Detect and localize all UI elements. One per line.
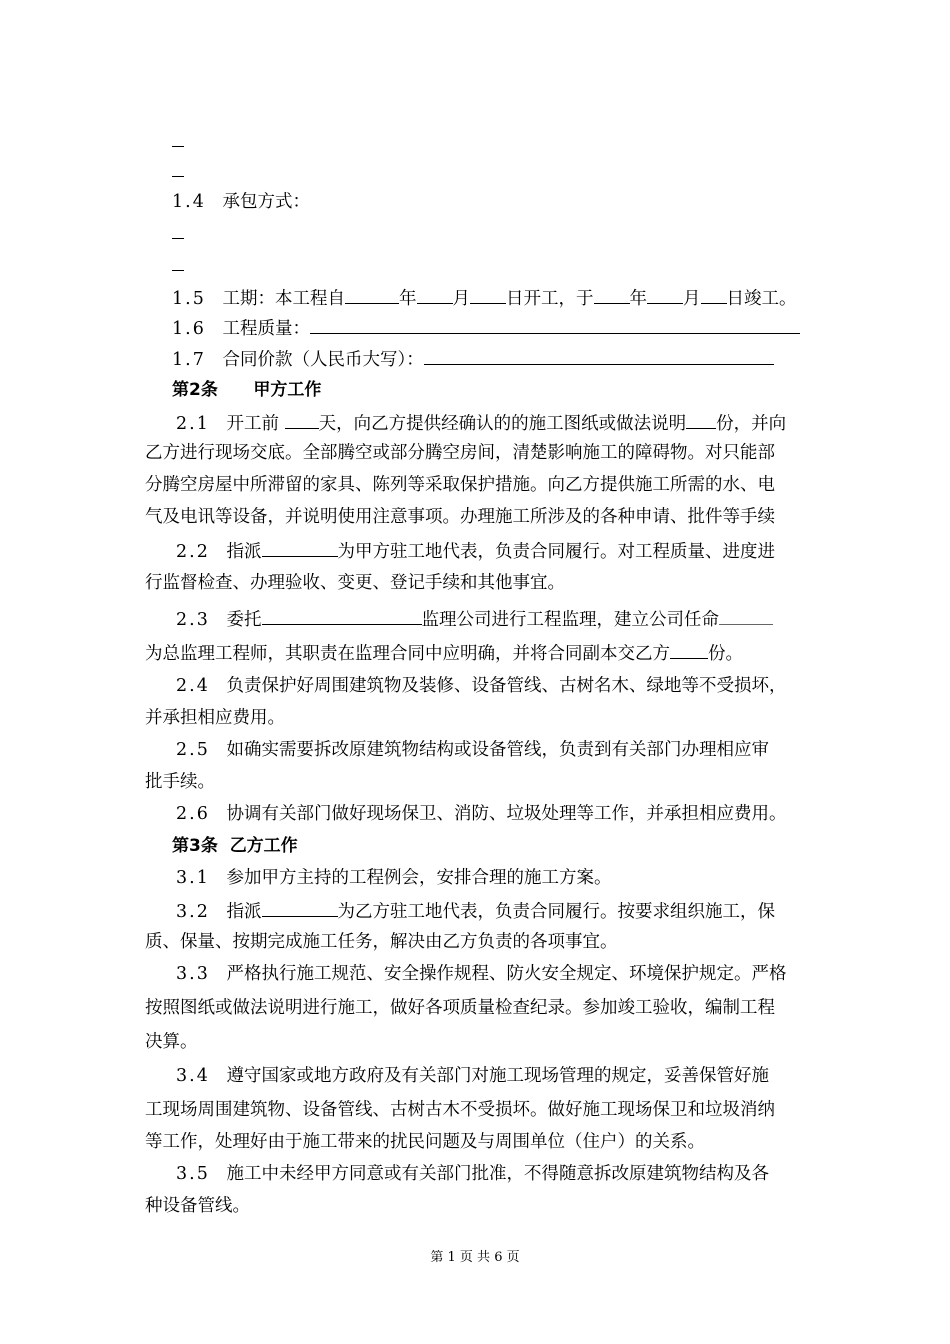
clause-1-4 [172,190,310,214]
article-number: 第3条 [172,836,218,856]
clause-text-line: 分腾空房屋中所滞留的家具、陈列等采取保护措施。向乙方提供施工所需的水、电 [145,475,775,495]
article-number: 第2条 [172,380,218,400]
representative-blank[interactable] [262,538,338,557]
clause-text: 协调有关部门做好现场保卫、消防、垃圾处理等工作，并承担相应费用。 [226,804,787,824]
clause-2-3-line2 [145,640,743,666]
clause-text-line: 按照图纸或做法说明进行施工，做好各项质量检查纪录。参加竣工验收，编制工程 [145,998,775,1018]
representative-blank[interactable] [262,898,338,917]
start-month-blank[interactable] [417,285,453,304]
clause-text-line: 批手续。 [145,772,215,792]
clause-text: 份。 [708,644,743,664]
clause-3-5 [176,1162,769,1186]
clause-text: 指派 [226,902,262,922]
start-year-blank[interactable] [345,285,399,304]
clause-number: 3.1 [176,868,210,888]
clause-text: 工期：本工程自 [222,289,346,309]
clause-number: 1.6 [172,319,206,339]
clause-text-line: 质、保量、按期完成施工任务，解决由乙方负责的各项事宜。 [145,932,618,952]
clause-text: 合同价款（人民币大写）： [222,350,424,370]
page-footer: 第 1 页 共 6 页 [430,1250,520,1265]
article-title: 甲方工作 [253,380,322,400]
clause-2-2 [176,538,775,564]
clause-text: 为甲方驻工地代表，负责合同履行。对工程质量、进度进 [337,542,776,562]
clause-text-line: 工现场周围建筑物、设备管线、古树古木不受损坏。做好施工现场保卫和垃圾消纳 [145,1100,775,1120]
clause-number: 3.2 [176,902,210,922]
clause-number: 2.2 [176,542,210,562]
clause-2-4 [176,674,787,698]
clause-1-6 [172,315,800,341]
article-2-heading [172,378,321,402]
clause-number: 3.4 [176,1066,210,1086]
label-month: 月 [683,289,701,309]
article-3-heading [172,834,298,858]
clause-number: 2.4 [176,676,210,696]
label-year: 年 [399,289,417,309]
clause-text-line: 并承担相应费用。 [145,708,285,728]
contract-price-blank[interactable] [424,346,774,365]
blank-line-marker [172,238,184,239]
label-day: 日竣工。 [726,289,797,309]
clause-number: 3.3 [176,964,210,984]
clause-text-line: 等工作，处理好由于施工带来的扰民问题及与周围单位（住户）的关系。 [145,1132,705,1152]
clause-number: 3.5 [176,1164,210,1184]
blank-line-marker [172,176,184,177]
supervisor-company-blank[interactable] [262,606,422,625]
clause-text: 委托 [226,610,262,630]
clause-text: 份，并向 [716,414,787,434]
label-day: 日开工，于 [506,289,594,309]
clause-2-3 [176,606,773,632]
clause-text: 参加甲方主持的工程例会，安排合理的施工方案。 [226,868,612,888]
start-day-blank[interactable] [470,285,506,304]
blank-line-marker [172,270,184,271]
clause-number: 2.6 [176,804,210,824]
quality-blank[interactable] [310,315,800,334]
blank-line-marker [172,146,184,147]
clause-text-line: 乙方进行现场交底。全部腾空或部分腾空房间，清楚影响施工的障碍物。对只能部 [145,443,775,463]
copies-blank[interactable] [670,640,708,659]
clause-number: 2.3 [176,610,210,630]
clause-text: 指派 [226,542,262,562]
clause-text-line: 行监督检查、办理验收、变更、登记手续和其他事宜。 [145,573,565,593]
days-blank[interactable] [285,410,319,429]
clause-number: 1.7 [172,350,206,370]
clause-text-line: 决算。 [145,1032,198,1052]
clause-text: 负责保护好周围建筑物及装修、设备管线、古树名木、绿地等不受损坏， [226,676,787,696]
clause-3-3 [176,962,787,986]
clause-2-5 [176,738,769,762]
end-day-blank[interactable] [701,285,727,304]
clause-text-line: 种设备管线。 [145,1196,250,1216]
clause-2-6 [176,802,787,826]
clause-3-4 [176,1064,769,1088]
clause-text: 承包方式： [222,192,311,212]
label-year: 年 [629,289,648,309]
clause-number: 2.5 [176,740,210,760]
clause-text: 如确实需要拆改原建筑物结构或设备管线，负责到有关部门办理相应审 [226,740,770,760]
clause-3-1 [176,866,612,890]
clause-text: 施工中未经甲方同意或有关部门批准，不得随意拆改原建筑物结构及各 [226,1164,770,1184]
end-month-blank[interactable] [647,285,683,304]
clause-text: 严格执行施工规范、安全操作规程、防火安全规定、环境保护规定。严格 [226,964,787,984]
clause-text: 为总监理工程师，其职责在监理合同中应明确，并将合同副本交乙方 [145,644,670,664]
clause-text: 天，向乙方提供经确认的的施工图纸或做法说明 [318,414,687,434]
chief-engineer-blank[interactable] [719,606,773,625]
clause-1-5 [172,285,797,311]
clause-text: 遵守国家或地方政府及有关部门对施工现场管理的规定，妥善保管好施 [226,1066,770,1086]
article-title: 乙方工作 [229,836,298,856]
clause-1-7 [172,346,774,372]
clause-number: 1.4 [172,192,206,212]
end-year-blank[interactable] [594,285,630,304]
copies-blank[interactable] [686,410,716,429]
label-month: 月 [452,289,471,309]
clause-text: 为乙方驻工地代表，负责合同履行。按要求组织施工，保 [337,902,776,922]
clause-text: 监理公司进行工程监理，建立公司任命 [421,610,720,630]
clause-number: 1.5 [172,289,206,309]
clause-text: 工程质量： [222,319,311,339]
clause-2-1 [176,410,786,436]
clause-text: 开工前 [226,414,280,434]
clause-3-2 [176,898,775,924]
clause-number: 2.1 [176,414,210,434]
clause-text-line: 气及电讯等设备，并说明使用注意事项。办理施工所涉及的各种申请、批件等手续 [145,507,775,527]
